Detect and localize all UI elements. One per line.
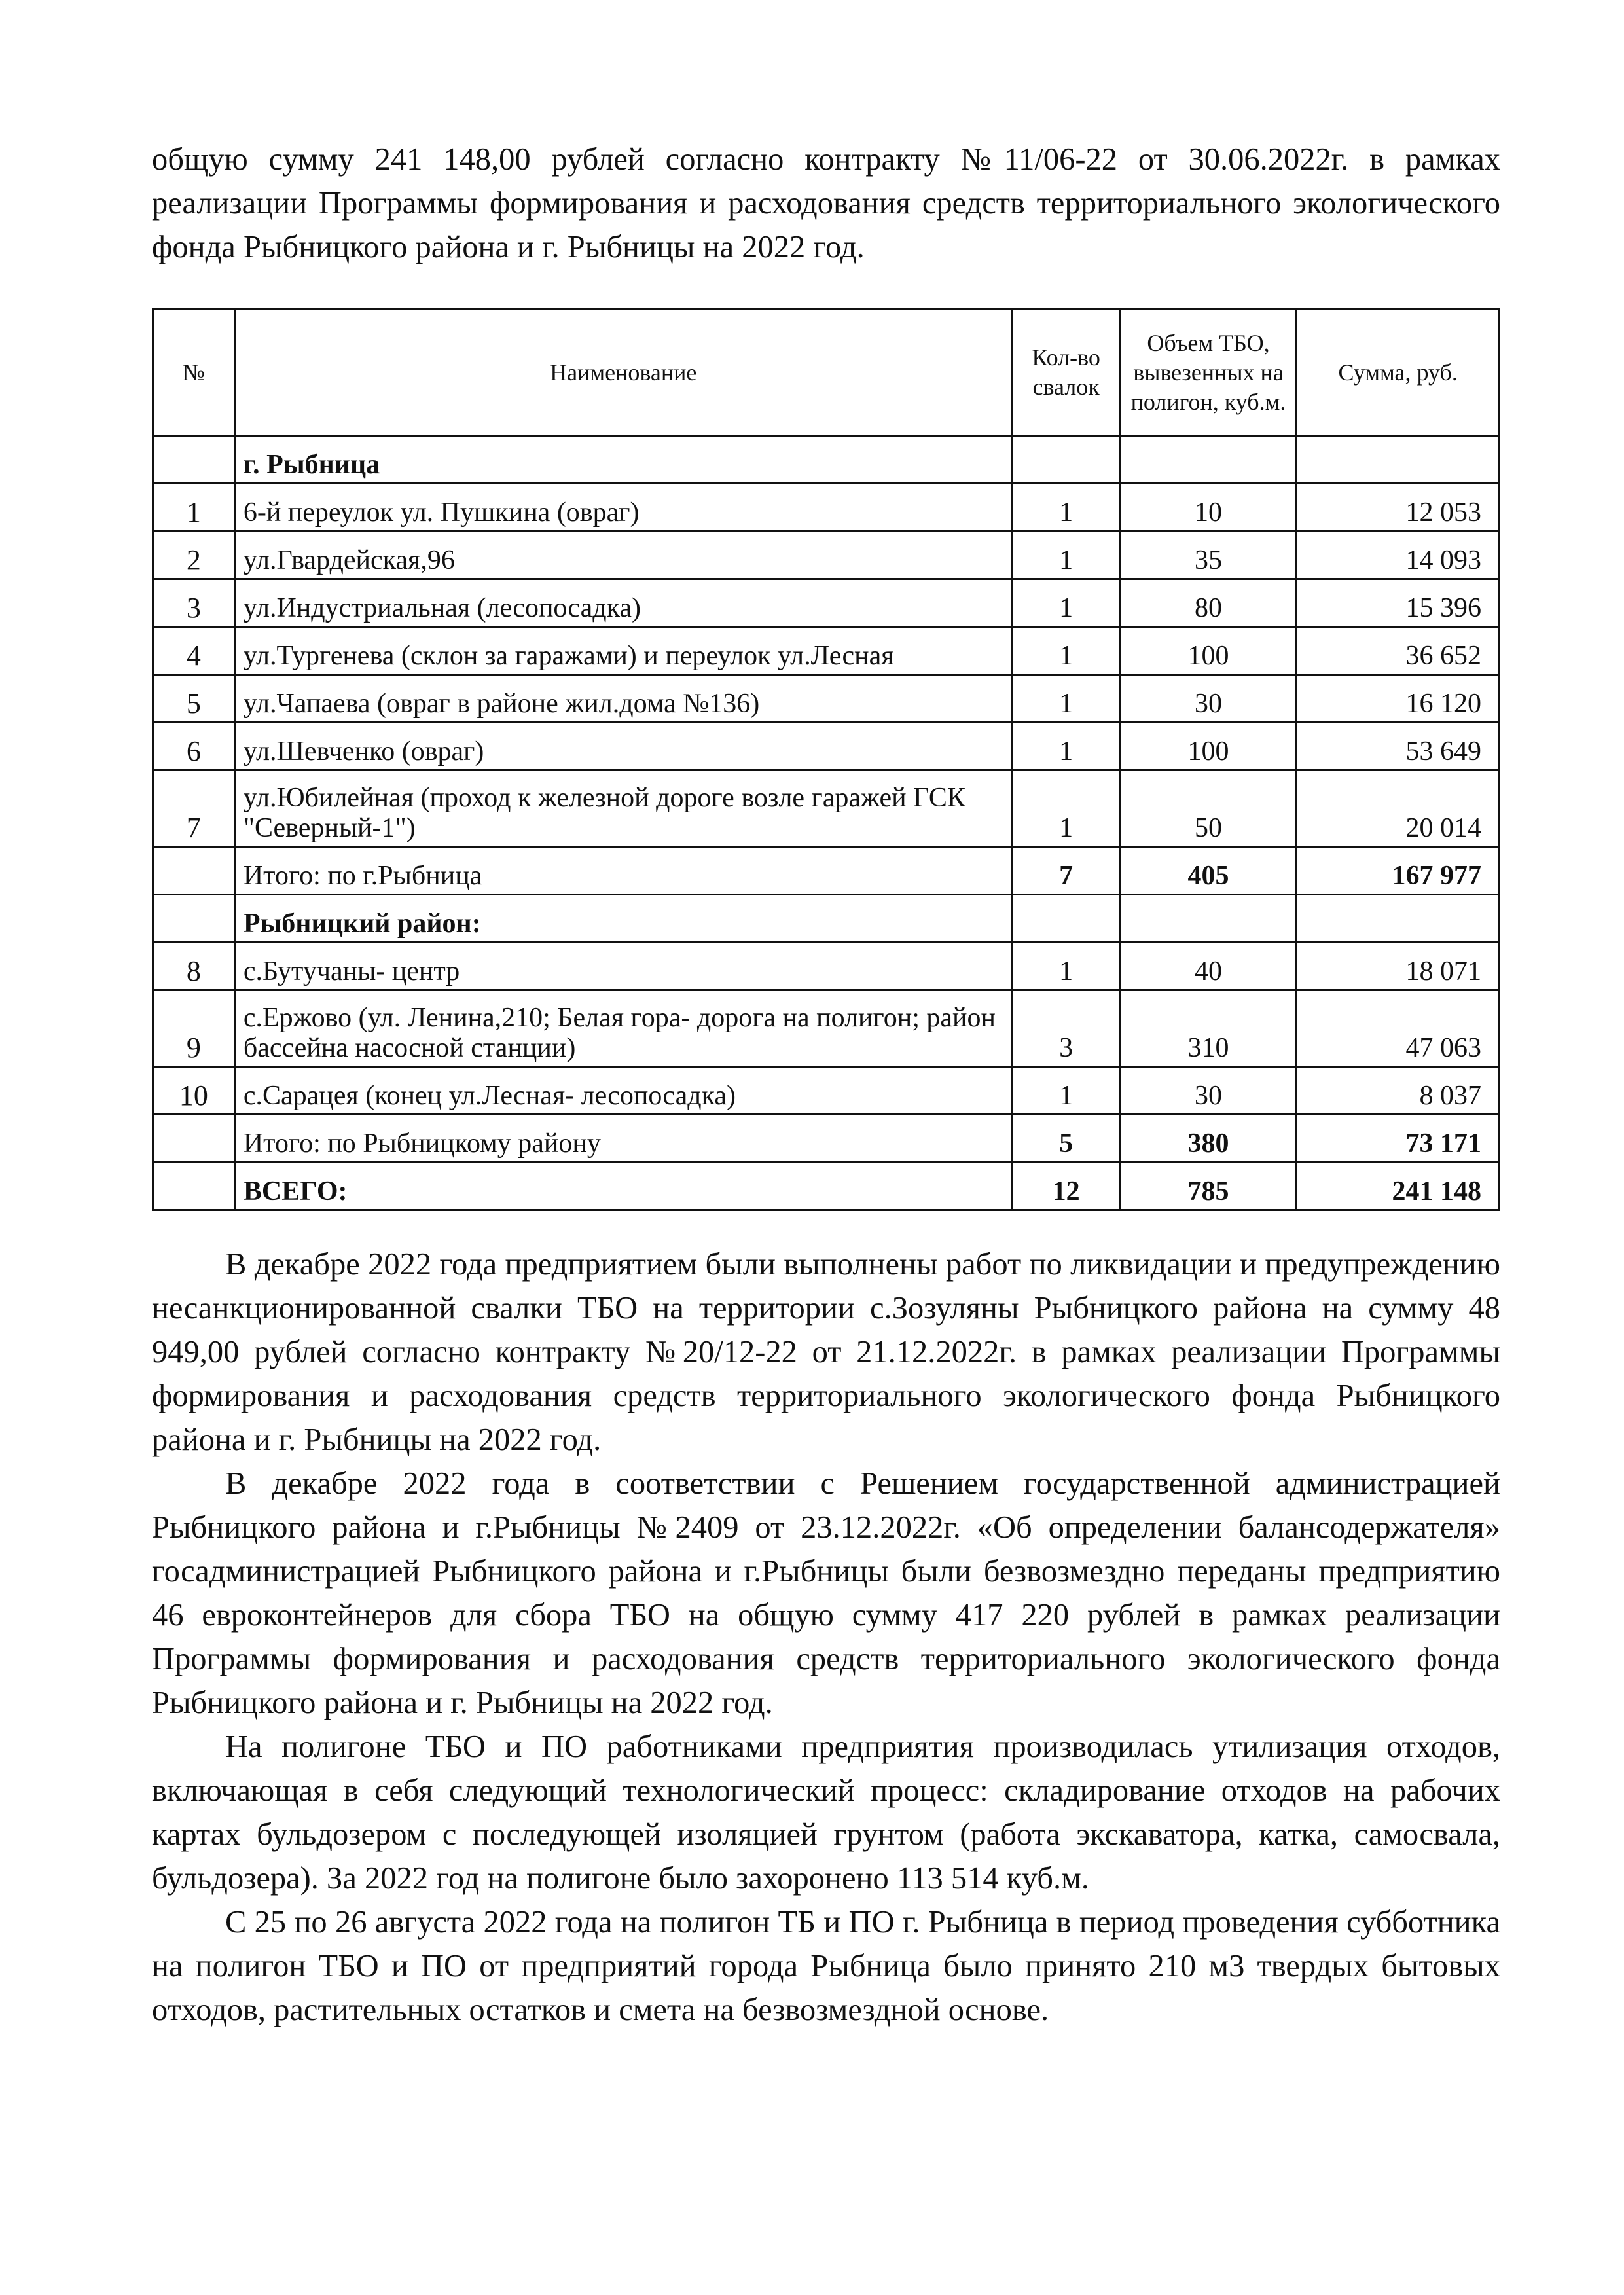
document-page [152,137,1500,2032]
row-name: с.Бутучаны- центр [234,943,1012,990]
table-row [153,943,1500,990]
subtotal-volume: 405 [1120,847,1297,895]
row-volume: 310 [1120,990,1297,1067]
row-sum: 12 053 [1297,484,1500,532]
table-row [153,770,1500,847]
subtotal-count: 7 [1012,847,1120,895]
grand-total-row [153,1163,1500,1210]
row-volume: 50 [1120,770,1297,847]
row-name: с.Сарацея (конец ул.Лесная- лесопосадка) [234,1067,1012,1115]
row-name: 6-й переулок ул. Пушкина (овраг) [234,484,1012,532]
section-row-district [153,895,1500,943]
subtotal-count: 5 [1012,1115,1120,1163]
subtotal-label: Итого: по г.Рыбница [234,847,1012,895]
row-num: 8 [153,943,235,990]
row-name: ул.Гвардейская,96 [234,532,1012,579]
table-row [153,484,1500,532]
row-num: 4 [153,627,235,675]
subtotal-volume: 380 [1120,1115,1297,1163]
row-sum: 36 652 [1297,627,1500,675]
subtotal-sum: 167 977 [1297,847,1500,895]
header-sum: Сумма, руб. [1297,310,1500,436]
row-volume: 100 [1120,723,1297,770]
grand-total-label: ВСЕГО: [234,1163,1012,1210]
table-row [153,675,1500,723]
row-count: 3 [1012,990,1120,1067]
table-row [153,990,1500,1067]
row-name: ул.Чапаева (овраг в районе жил.дома №136) [234,675,1012,723]
row-volume: 35 [1120,532,1297,579]
row-sum: 47 063 [1297,990,1500,1067]
row-sum: 18 071 [1297,943,1500,990]
row-name: ул.Тургенева (склон за гаражами) и переулок ул.Лесная [234,627,1012,675]
row-count: 1 [1012,723,1120,770]
row-count: 1 [1012,532,1120,579]
subtotal-label: Итого: по Рыбницкому району [234,1115,1012,1163]
grand-total-volume: 785 [1120,1163,1297,1210]
grand-total-count: 12 [1012,1163,1120,1210]
row-volume: 40 [1120,943,1297,990]
row-volume: 100 [1120,627,1297,675]
dumps-table [152,308,1500,1211]
row-count: 1 [1012,484,1120,532]
subtotal-row-city [153,847,1500,895]
row-sum: 14 093 [1297,532,1500,579]
row-num: 3 [153,579,235,627]
subtotal-sum: 73 171 [1297,1115,1500,1163]
row-sum: 20 014 [1297,770,1500,847]
row-volume: 10 [1120,484,1297,532]
paragraph-eurocontainers: В декабре 2022 года в соответствии с Решением государственной администрацией Рыбницкого района и г.Рыбницы №2409 от 23.12.2022г. «Об определении балансодержателя» госадминистрацией Рыбницкого района и г.Рыбницы были безвозмездно переданы предприятию 46 евроконтейнеров для сбора ТБО на общую сумму 417 220 рублей в рамках реализации Программы формирования и расходования средств территориального экологического фонда Рыбницкого района и г. Рыбницы на 2022 год. [152,1466,1500,1720]
table-header-row [153,310,1500,436]
paragraph-subbotnik: С 25 по 26 августа 2022 года на полигон ТБ и ПО г. Рыбница в период проведения субботника на полигон ТБО и ПО от предприятий города Рыбница было принято 210 м3 твердых бытовых отходов, растительных остатков и смета на безвозмездной основе. [152,1905,1500,2027]
row-volume: 30 [1120,675,1297,723]
row-num: 9 [153,990,235,1067]
table-row [153,723,1500,770]
row-num: 2 [153,532,235,579]
row-num: 1 [153,484,235,532]
row-sum: 15 396 [1297,579,1500,627]
row-num: 5 [153,675,235,723]
row-num: 10 [153,1067,235,1115]
row-sum: 8 037 [1297,1067,1500,1115]
table-row [153,627,1500,675]
row-volume: 30 [1120,1067,1297,1115]
row-sum: 53 649 [1297,723,1500,770]
row-volume: 80 [1120,579,1297,627]
row-count: 1 [1012,1067,1120,1115]
row-count: 1 [1012,675,1120,723]
row-name: ул.Юбилейная (проход к железной дороге возле гаражей ГСК "Северный-1") [234,770,1012,847]
grand-total-sum: 241 148 [1297,1163,1500,1210]
row-name: ул.Шевченко (овраг) [234,723,1012,770]
row-num: 6 [153,723,235,770]
subtotal-row-district [153,1115,1500,1163]
table-row [153,1067,1500,1115]
section-label: Рыбницкий район: [234,895,1012,943]
row-count: 1 [1012,579,1120,627]
header-num: № [153,310,235,436]
paragraph-zozulyany: В декабре 2022 года предприятием были выполнены работ по ликвидации и предупреждению несанкционированной свалки ТБО на территории с.Зозуляны Рыбницкого района на сумму 48 949,00 рублей согласно контракту №20/12-22 от 21.12.2022г. в рамках реализации Программы формирования и расходования средств территориального экологического фонда Рыбницкого района и г. Рыбницы на 2022 год. [152,1247,1500,1457]
row-name: ул.Индустриальная (лесопосадка) [234,579,1012,627]
row-num: 7 [153,770,235,847]
row-count: 1 [1012,943,1120,990]
row-sum: 16 120 [1297,675,1500,723]
intro-paragraph: общую сумму 241 148,00 рублей согласно контракту №11/06-22 от 30.06.2022г. в рамках реализации Программы формирования и расходования средств территориального экологического фонда Рыбницкого района и г. Рыбницы на 2022 год. [152,142,1500,264]
header-volume: Объем ТБО, вывезенных на полигон, куб.м. [1120,310,1297,436]
paragraph-landfill-disposal: На полигоне ТБО и ПО работниками предприятия производилась утилизация отходов, включающая в себя следующий технологический процесс: складирование отходов на рабочих картах бульдозером с последующей изоляцией грунтом (работа экскаватора, катка, самосвала, бульдозера). За 2022 год на полигоне было захоронено 113 514 куб.м. [152,1729,1500,1896]
section-label: г. Рыбница [234,436,1012,484]
header-name: Наименование [234,310,1012,436]
header-count: Кол-во свалок [1012,310,1120,436]
row-name: с.Ержово (ул. Ленина,210; Белая гора- дорога на полигон; район бассейна насосной станции) [234,990,1012,1067]
section-row-city [153,436,1500,484]
row-count: 1 [1012,627,1120,675]
table-row [153,579,1500,627]
row-count: 1 [1012,770,1120,847]
table-row [153,532,1500,579]
